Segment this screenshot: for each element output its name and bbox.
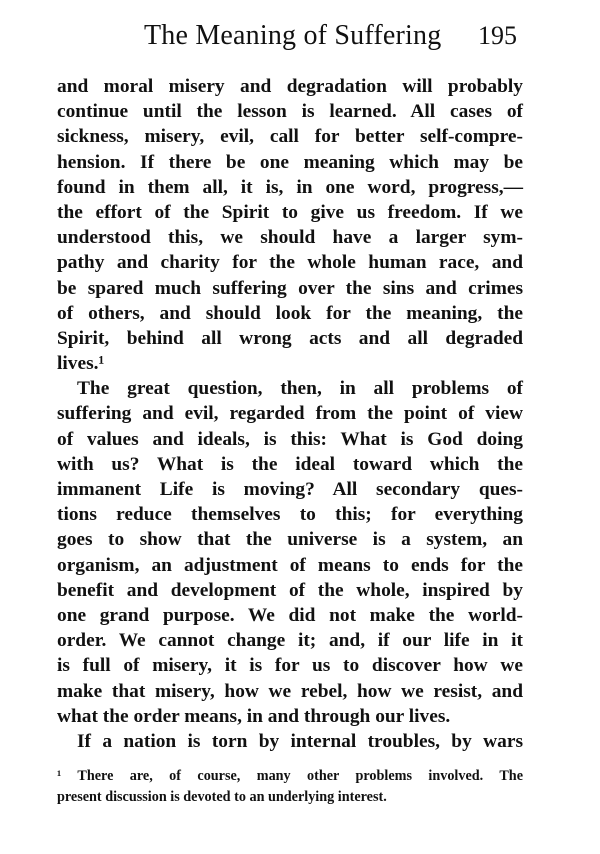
text-line: be spared much suffering over the sins and crimes [57,277,523,299]
running-title: The Meaning of Suffering [144,20,442,51]
text-line: understood this, we should have a larger sym- [57,227,523,249]
page-number: 195 [478,21,517,50]
text-line: goes to show that the universe is a system, an [57,529,523,551]
text-line: lives.¹ [57,353,105,375]
text-line: sickness, misery, evil, call for better self-compre- [57,126,523,148]
text-line: the effort of the Spirit to give us freedom. If we [57,201,523,223]
text-line: immanent Life is moving? All secondary ques- [57,479,523,500]
text-line: what the order means, in and through our lives. [57,705,451,727]
footnote-line: present discussion is devoted to an underlying interest. [57,789,387,805]
text-line: of values and ideals, is this: What is God doing [57,428,523,450]
text-line: is full of misery, it is for us to discover how we [57,655,523,677]
text-line: make that misery, how we rebel, how we resist, and [57,680,523,702]
text-line: continue until the lesson is learned. All cases of [57,101,523,123]
text-line: one grand purpose. We did not make the world- [57,604,523,626]
text-line: Spirit, behind all wrong acts and all degraded [57,327,523,349]
text-line: benefit and development of the whole, inspired by [57,579,523,601]
text-line: pathy and charity for the whole human race, and [57,252,523,274]
text-line: and moral misery and degradation will probably [57,76,523,97]
text-line: suffering and evil, regarded from the point of view [57,403,523,425]
footnote-line: ¹ There are, of course, many other problems involved. The [57,768,523,784]
running-head [0,16,600,56]
text-line: of others, and should look for the meaning, the [57,302,523,324]
text-line: hension. If there be one meaning which may be [57,151,523,173]
text-line: found in them all, it is, in one word, progress,— [57,176,523,198]
paragraph-start-line: If a nation is torn by internal troubles, by wars [77,730,523,752]
footnote-block [57,766,523,808]
text-line: organism, an adjustment of means to ends for the [57,554,523,576]
text-line: order. We cannot change it; and, if our life in it [57,630,523,652]
body-text [57,74,523,754]
text-line: tions reduce themselves to this; for everything [57,504,523,526]
paragraph-start-line: The great question, then, in all problems of [77,378,523,400]
text-line: with us? What is the ideal toward which the [57,453,523,475]
